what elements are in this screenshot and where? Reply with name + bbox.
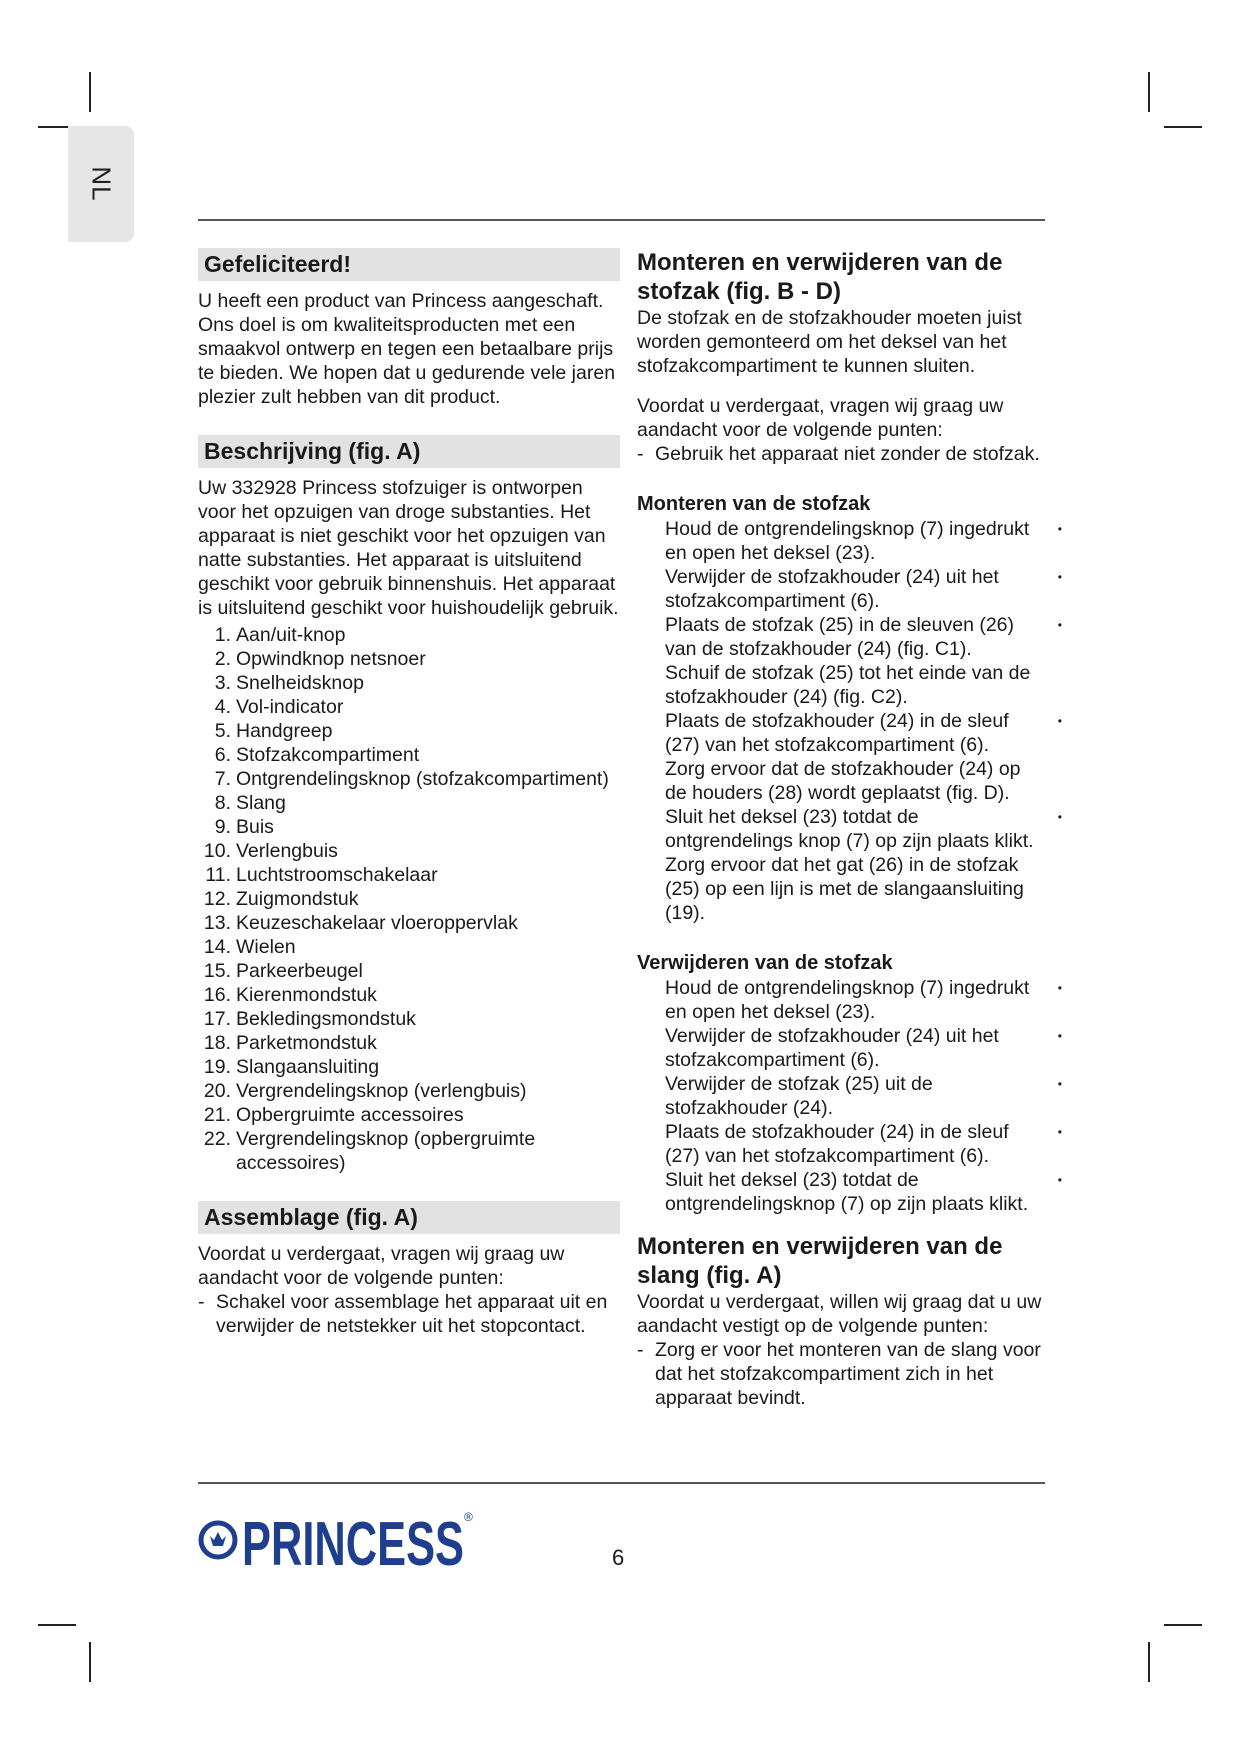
mount-steps (637, 517, 1062, 925)
assembly-note: - Schakel voor assemblage het apparaat uit en verwijder de netstekker uit het stopcontact. (198, 1291, 608, 1337)
list-item: 1. Aan/uit-knop (214, 624, 346, 646)
list-item: 20. Vergrendelingsknop (verlengbuis) (203, 1080, 527, 1102)
crop-mark (1148, 1642, 1150, 1682)
list-item: 3. Snelheidsknop (214, 672, 364, 694)
crown-emblem-icon (201, 1523, 235, 1557)
bag-text: De stofzak en de stofzakhouder moeten juist worden gemonteerd om het deksel van het stofzakcompartiment te kunnen sluiten. (637, 307, 1022, 377)
list-item: 5. Handgreep (214, 720, 333, 742)
brand-name: PRINCESS (242, 1510, 464, 1573)
language-tab (68, 126, 134, 242)
remove-steps (637, 976, 1062, 1216)
list-item: 6. Stofzakcompartiment (214, 744, 420, 766)
list-item: 12. Zuigmondstuk (203, 888, 359, 910)
list-item: 18. Parketmondstuk (203, 1032, 377, 1054)
bag-note: - Gebruik het apparaat niet zonder de stofzak. (637, 443, 1040, 465)
assembly-heading: Assemblage (fig. A) (198, 1201, 620, 1234)
assembly-text: Voordat u verdergaat, vragen wij graag uw aandacht voor de volgende punten: (198, 1243, 565, 1289)
crop-mark (89, 72, 91, 112)
parts-list (198, 623, 620, 1175)
list-item: 21. Opbergruimte accessoires (203, 1104, 464, 1126)
list-item: 16. Kierenmondstuk (203, 984, 377, 1006)
left-column (198, 248, 620, 1338)
list-item: 8. Slang (214, 792, 286, 814)
list-item: Plaats de stofzakhouder (24) in de sleuf (27) van het stofzakcompartiment (6). • (665, 1121, 1062, 1167)
intro-heading: Gefeliciteerd! (198, 248, 620, 281)
intro-text: U heeft een product van Princess aangeschaft. Ons doel is om kwaliteitsproducten met een smaakvol ontwerp en tegen een betaalbare prijs te bieden. We hopen dat u gedurende vele jaren plezier zult hebben van dit product. (198, 290, 616, 408)
list-item: 7. Ontgrendelingsknop (stofzakcompartiment) (214, 768, 609, 790)
remove-heading: Verwijderen van de stofzak (637, 952, 893, 974)
crop-mark (1164, 1624, 1202, 1626)
bag-heading: Monteren en verwijderen van de stofzak (fig. B - D) (637, 249, 1003, 305)
hose-text: Voordat u verdergaat, willen wij graag dat u uw aandacht vestigt op de volgende punten: (637, 1291, 1042, 1337)
mount-heading: Monteren van de stofzak (637, 493, 871, 515)
list-item: 2. Opwindknop netsnoer (214, 648, 426, 670)
list-item: 17. Bekledingsmondstuk (203, 1008, 416, 1030)
bottom-rule (198, 1482, 1045, 1484)
description-heading: Beschrijving (fig. A) (198, 435, 620, 468)
list-item: 22. Vergrendelingsknop (opbergruimte accessoires) (203, 1128, 536, 1174)
list-item: Houd de ontgrendelingsknop (7) ingedrukt en open het deksel (23). • (665, 977, 1062, 1023)
list-item: 14. Wielen (203, 936, 296, 958)
top-rule (198, 219, 1045, 221)
list-item: 19. Slangaansluiting (203, 1056, 380, 1078)
list-item: Plaats de stofzak (25) in de sleuven (26) van de stofzakhouder (24) (fig. C1). • (665, 614, 1062, 660)
hose-note: - Zorg er voor het monteren van de slang voor dat het stofzakcompartiment zich in het apparaat bevindt. (637, 1339, 1041, 1409)
list-item: 9. Buis (214, 816, 274, 838)
list-item: 15. Parkeerbeugel (203, 960, 363, 982)
list-item: Verwijder de stofzakhouder (24) uit het stofzakcompartiment (6). • (665, 566, 1062, 612)
list-item: 13. Keuzeschakelaar vloeroppervlak (203, 912, 518, 934)
page-number: 6 (612, 1545, 625, 1570)
description-text: Uw 332928 Princess stofzuiger is ontworpen voor het opzuigen van droge substanties. Het apparaat is niet geschikt voor het opzuigen van natte substanties. Het apparaat is uitsluitend geschikt voor gebruik binnenshuis. Het apparaat is uitsluitend geschikt voor huishoudelijk gebruik. (198, 477, 619, 619)
princess-logo (196, 1503, 476, 1573)
crop-mark (38, 1624, 76, 1626)
list-item: 4. Vol-indicator (214, 696, 344, 718)
list-item: Zorg ervoor dat het gat (26) in de stofzak (25) op een lijn is met de slangaansluiting (19). (665, 854, 1024, 924)
list-item: Sluit het deksel (23) totdat de ontgrendelingsknop (7) op zijn plaats klikt. • (665, 1169, 1062, 1215)
crop-mark (89, 1642, 91, 1682)
list-item: Zorg ervoor dat de stofzakhouder (24) op de houders (28) wordt geplaatst (fig. D). (665, 758, 1021, 804)
bag-attention: Voordat u verdergaat, vragen wij graag uw aandacht voor de volgende punten: (637, 395, 1004, 441)
list-item: Verwijder de stofzakhouder (24) uit het stofzakcompartiment (6). • (665, 1025, 1062, 1071)
crop-mark (1148, 72, 1150, 112)
list-item: Houd de ontgrendelingsknop (7) ingedrukt en open het deksel (23). • (665, 518, 1062, 564)
registered-mark: ® (464, 1510, 473, 1524)
hose-heading: Monteren en verwijderen van de slang (fig. A) (637, 1233, 1003, 1289)
language-label: NL (86, 166, 117, 202)
list-item: Schuif de stofzak (25) tot het einde van de stofzakhouder (24) (fig. C2). (665, 662, 1031, 708)
list-item: Verwijder de stofzak (25) uit de stofzakhouder (24). • (665, 1073, 1062, 1119)
right-column (637, 248, 1062, 1410)
crop-mark (1164, 126, 1202, 128)
list-item: Plaats de stofzakhouder (24) in de sleuf (27) van het stofzakcompartiment (6). • (665, 710, 1062, 756)
list-item: 10. Verlengbuis (203, 840, 338, 862)
list-item: 11. Luchtstroomschakelaar (205, 864, 438, 886)
list-item: Sluit het deksel (23) totdat de ontgrendelings knop (7) op zijn plaats klikt. • (665, 806, 1062, 852)
